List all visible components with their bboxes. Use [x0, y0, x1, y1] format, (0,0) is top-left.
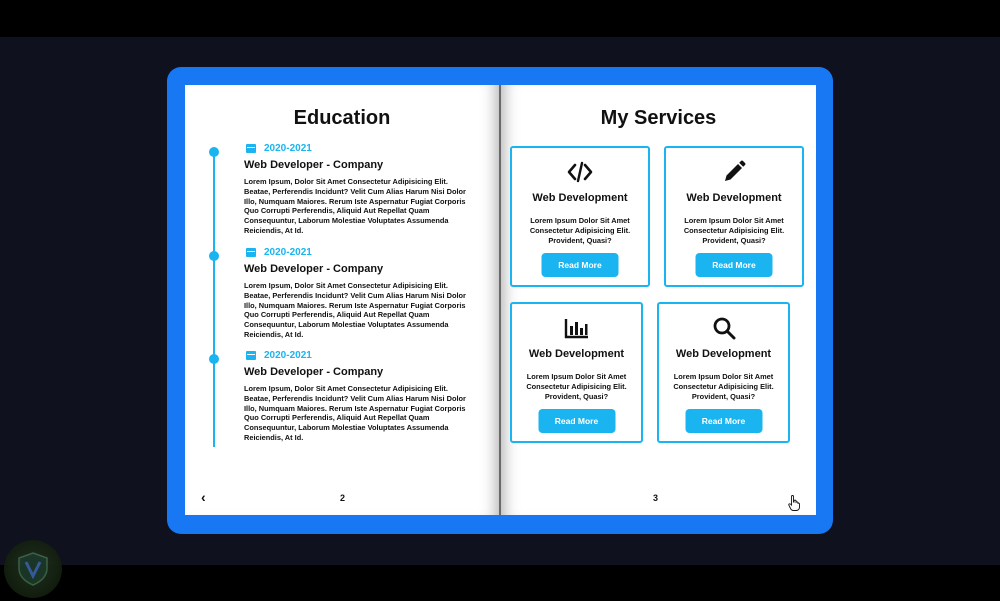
page-left[interactable] [185, 85, 499, 515]
page-title: My Services [600, 107, 717, 129]
page-number: 2 [340, 493, 346, 503]
timeline-description: Lorem Ipsum, Dolor Sit Amet Consectetur Adipisicing Elit. Beatae, Perferendis Incidunt? Velit Cum Alias Harum Nisi Dolor Illo, Numquam Maiores. Rerum Iste Aspernatur Fugiat Corporis Quo Corrupti Perferendis, Aliquid Aut Repellat Quam Consequuntur, Laborum Molestiae Voluptates Assumenda Reiciendis, At Id. [244, 281, 466, 339]
calendar-icon [246, 351, 256, 360]
service-card [657, 302, 790, 443]
timeline-description: Lorem Ipsum, Dolor Sit Amet Consectetur Adipisicing Elit. Beatae, Perferendis Incidunt? Velit Cum Alias Harum Nisi Dolor Illo, Numquam Maiores. Rerum Iste Aspernatur Fugiat Corporis Quo Corrupti Perferendis, Aliquid Aut Repellat Quam Consequuntur, Laborum Molestiae Voluptates Assumenda Reiciendis, At Id. [244, 177, 466, 235]
top-letterbox [0, 0, 1000, 37]
bottom-letterbox [0, 565, 1000, 601]
page-title: Education [293, 107, 391, 129]
service-title: Web Development [675, 348, 772, 360]
service-card [510, 146, 650, 287]
service-description: Lorem Ipsum Dolor Sit Amet Consectetur Adipisicing Elit. Provident, Quasi? [673, 372, 774, 401]
timeline-role: Web Developer - Company [244, 159, 384, 171]
timeline-role: Web Developer - Company [244, 263, 384, 275]
code-icon [566, 159, 594, 185]
timeline-dot [209, 354, 219, 364]
service-description: Lorem Ipsum Dolor Sit Amet Consectetur Adipisicing Elit. Provident, Quasi? [529, 216, 631, 245]
service-card [664, 146, 804, 287]
timeline-item [185, 143, 499, 247]
timeline-date: 2020-2021 [264, 143, 312, 154]
timeline-role: Web Developer - Company [244, 366, 384, 378]
chevron-left-icon[interactable]: ‹ [201, 489, 206, 505]
read-more-button[interactable]: Read More [542, 253, 619, 277]
calendar-icon [246, 248, 256, 257]
search-icon [710, 315, 738, 341]
timeline-date: 2020-2021 [264, 247, 312, 258]
timeline-date: 2020-2021 [264, 350, 312, 361]
watermark-logo [4, 540, 62, 598]
read-more-button[interactable]: Read More [538, 409, 615, 433]
calendar-icon [246, 144, 256, 153]
service-title: Web Development [686, 192, 782, 204]
timeline-dot [209, 147, 219, 157]
service-description: Lorem Ipsum Dolor Sit Amet Consectetur Adipisicing Elit. Provident, Quasi? [526, 372, 627, 401]
read-more-button[interactable]: Read More [685, 409, 762, 433]
page-number: 3 [653, 493, 659, 503]
service-card [510, 302, 643, 443]
timeline-description: Lorem Ipsum, Dolor Sit Amet Consectetur Adipisicing Elit. Beatae, Perferendis Incidunt? Velit Cum Alias Harum Nisi Dolor Illo, Numquam Maiores. Rerum Iste Aspernatur Fugiat Corporis Quo Corrupti Perferendis, Aliquid Aut Repellat Quam Consequuntur, Laborum Molestiae Voluptates Assumenda Reiciendis, At Id. [244, 384, 466, 442]
hand-pointer-icon [788, 495, 800, 511]
service-description: Lorem Ipsum Dolor Sit Amet Consectetur Adipisicing Elit. Provident, Quasi? [683, 216, 785, 245]
timeline-dot [209, 251, 219, 261]
service-title: Web Development [528, 348, 625, 360]
service-title: Web Development [532, 192, 628, 204]
page-right[interactable] [501, 85, 816, 515]
timeline-item [185, 247, 499, 351]
timeline-item [185, 350, 499, 454]
bar-chart-icon [563, 315, 591, 341]
pencil-icon [720, 159, 748, 185]
read-more-button[interactable]: Read More [696, 253, 773, 277]
